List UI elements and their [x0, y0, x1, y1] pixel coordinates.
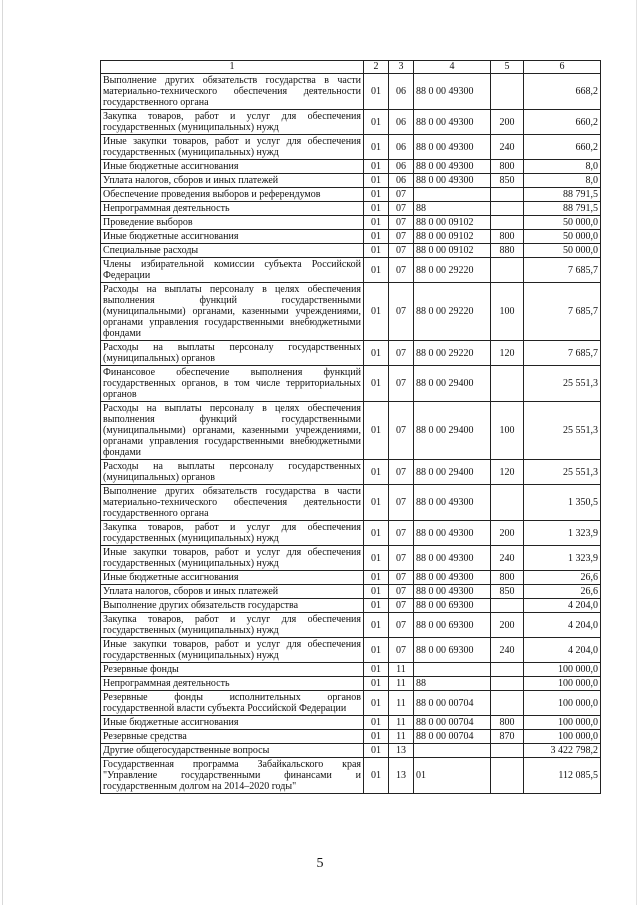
- row-amount: 100 000,0: [524, 716, 601, 730]
- row-name: Обеспечение проведения выборов и референдумов: [101, 188, 364, 202]
- row-target-code: 88 0 00 29220: [414, 283, 491, 341]
- row-section: 01: [364, 188, 389, 202]
- row-section: 01: [364, 599, 389, 613]
- row-name: Расходы на выплаты персоналу государственных (муниципальных) органов: [101, 460, 364, 485]
- row-expense-type: [491, 202, 524, 216]
- row-name: Иные бюджетные ассигнования: [101, 571, 364, 585]
- row-subsection: 07: [389, 521, 414, 546]
- row-amount: 660,2: [524, 110, 601, 135]
- row-target-code: [414, 744, 491, 758]
- row-section: 01: [364, 160, 389, 174]
- table-body: [101, 74, 601, 794]
- table-row: [101, 716, 601, 730]
- row-expense-type: 800: [491, 571, 524, 585]
- row-target-code: 88 0 00 29400: [414, 460, 491, 485]
- table-row: [101, 74, 601, 110]
- row-subsection: 07: [389, 585, 414, 599]
- row-target-code: 88 0 00 49300: [414, 110, 491, 135]
- row-name: Иные бюджетные ассигнования: [101, 716, 364, 730]
- row-amount: 1 350,5: [524, 485, 601, 521]
- row-amount: 88 791,5: [524, 188, 601, 202]
- row-expense-type: [491, 74, 524, 110]
- row-subsection: 07: [389, 216, 414, 230]
- table-row: [101, 135, 601, 160]
- row-target-code: 88 0 00 49300: [414, 135, 491, 160]
- row-target-code: [414, 663, 491, 677]
- row-amount: 100 000,0: [524, 691, 601, 716]
- row-subsection: 07: [389, 366, 414, 402]
- row-target-code: 01: [414, 758, 491, 794]
- row-expense-type: 800: [491, 230, 524, 244]
- table-row: [101, 283, 601, 341]
- table-row: [101, 546, 601, 571]
- row-subsection: 07: [389, 460, 414, 485]
- row-section: 01: [364, 485, 389, 521]
- row-expense-type: 200: [491, 521, 524, 546]
- row-expense-type: 870: [491, 730, 524, 744]
- row-subsection: 11: [389, 716, 414, 730]
- row-name: Расходы на выплаты персоналу в целях обеспечения выполнения функций государственными (муниципальными) органами, казенными учреждениями, органами управления государственными внебюджетными фондами: [101, 402, 364, 460]
- row-section: 01: [364, 691, 389, 716]
- row-expense-type: 800: [491, 716, 524, 730]
- table-row: [101, 521, 601, 546]
- row-expense-type: 100: [491, 402, 524, 460]
- row-subsection: 11: [389, 691, 414, 716]
- row-amount: 7 685,7: [524, 341, 601, 366]
- row-amount: 8,0: [524, 174, 601, 188]
- row-amount: 100 000,0: [524, 677, 601, 691]
- row-target-code: 88 0 00 69300: [414, 638, 491, 663]
- table-row: [101, 244, 601, 258]
- row-subsection: 07: [389, 202, 414, 216]
- table-row: [101, 188, 601, 202]
- row-amount: 7 685,7: [524, 258, 601, 283]
- row-expense-type: 240: [491, 135, 524, 160]
- table-row: [101, 638, 601, 663]
- row-target-code: 88 0 00 09102: [414, 244, 491, 258]
- header-col-1: 1: [101, 61, 364, 74]
- row-amount: 112 085,5: [524, 758, 601, 794]
- row-section: 01: [364, 521, 389, 546]
- header-col-4: 4: [414, 61, 491, 74]
- row-amount: 50 000,0: [524, 216, 601, 230]
- row-amount: 4 204,0: [524, 599, 601, 613]
- row-subsection: 11: [389, 677, 414, 691]
- scan-edge-right: [636, 0, 637, 905]
- row-target-code: 88 0 00 49300: [414, 74, 491, 110]
- row-subsection: 06: [389, 160, 414, 174]
- row-expense-type: [491, 599, 524, 613]
- row-name: Расходы на выплаты персоналу в целях обеспечения выполнения функций государственными (муниципальными) органами, казенными учреждениями, органами управления государственными внебюджетными фондами: [101, 283, 364, 341]
- table-row: [101, 585, 601, 599]
- table-row: [101, 341, 601, 366]
- row-name: Государственная программа Забайкальского края "Управление государственными финансами и государственным долгом на 2014–2020 годы": [101, 758, 364, 794]
- row-amount: 100 000,0: [524, 730, 601, 744]
- row-amount: 88 791,5: [524, 202, 601, 216]
- row-target-code: 88 0 00 49300: [414, 521, 491, 546]
- row-subsection: 07: [389, 188, 414, 202]
- row-amount: 100 000,0: [524, 663, 601, 677]
- row-amount: 1 323,9: [524, 521, 601, 546]
- table-header: [101, 61, 601, 74]
- row-subsection: 07: [389, 613, 414, 638]
- row-name: Специальные расходы: [101, 244, 364, 258]
- row-section: 01: [364, 730, 389, 744]
- row-expense-type: 240: [491, 546, 524, 571]
- table-row: [101, 485, 601, 521]
- row-subsection: 13: [389, 744, 414, 758]
- table-row: [101, 160, 601, 174]
- row-expense-type: [491, 188, 524, 202]
- row-amount: 3 422 798,2: [524, 744, 601, 758]
- row-section: 01: [364, 571, 389, 585]
- row-subsection: 07: [389, 571, 414, 585]
- row-target-code: 88 0 00 49300: [414, 174, 491, 188]
- table-row: [101, 402, 601, 460]
- row-name: Другие общегосударственные вопросы: [101, 744, 364, 758]
- row-target-code: 88: [414, 677, 491, 691]
- row-name: Резервные фонды: [101, 663, 364, 677]
- row-name: Расходы на выплаты персоналу государственных (муниципальных) органов: [101, 341, 364, 366]
- table-row: [101, 460, 601, 485]
- row-amount: 50 000,0: [524, 230, 601, 244]
- row-section: 01: [364, 202, 389, 216]
- row-target-code: 88 0 00 49300: [414, 546, 491, 571]
- page-number: 5: [316, 856, 324, 871]
- row-subsection: 06: [389, 135, 414, 160]
- row-section: 01: [364, 258, 389, 283]
- row-name: Выполнение других обязательств государства в части материально-технического обеспечения деятельности государственного органа: [101, 74, 364, 110]
- row-expense-type: 800: [491, 160, 524, 174]
- row-expense-type: 850: [491, 585, 524, 599]
- row-subsection: 07: [389, 402, 414, 460]
- row-subsection: 07: [389, 230, 414, 244]
- row-section: 01: [364, 460, 389, 485]
- row-expense-type: 850: [491, 174, 524, 188]
- row-target-code: 88 0 00 49300: [414, 585, 491, 599]
- row-expense-type: 200: [491, 110, 524, 135]
- table-row: [101, 202, 601, 216]
- row-name: Резервные средства: [101, 730, 364, 744]
- row-target-code: 88 0 00 00704: [414, 716, 491, 730]
- row-target-code: 88 0 00 49300: [414, 485, 491, 521]
- row-amount: 660,2: [524, 135, 601, 160]
- row-amount: 25 551,3: [524, 366, 601, 402]
- row-expense-type: [491, 758, 524, 794]
- row-section: 01: [364, 638, 389, 663]
- row-section: 01: [364, 110, 389, 135]
- row-section: 01: [364, 402, 389, 460]
- row-expense-type: [491, 258, 524, 283]
- row-amount: 4 204,0: [524, 613, 601, 638]
- header-col-5: 5: [491, 61, 524, 74]
- header-col-2: 2: [364, 61, 389, 74]
- row-section: 01: [364, 744, 389, 758]
- table-row: [101, 663, 601, 677]
- row-amount: 26,6: [524, 571, 601, 585]
- row-expense-type: 120: [491, 460, 524, 485]
- table-row: [101, 258, 601, 283]
- row-subsection: 11: [389, 730, 414, 744]
- table-row: [101, 730, 601, 744]
- row-target-code: 88 0 00 29400: [414, 366, 491, 402]
- row-section: 01: [364, 230, 389, 244]
- row-section: 01: [364, 341, 389, 366]
- row-subsection: 07: [389, 258, 414, 283]
- row-section: 01: [364, 135, 389, 160]
- row-target-code: 88 0 00 49300: [414, 160, 491, 174]
- row-subsection: 07: [389, 244, 414, 258]
- row-section: 01: [364, 716, 389, 730]
- row-subsection: 07: [389, 638, 414, 663]
- header-row: [101, 61, 601, 74]
- header-col-6: 6: [524, 61, 601, 74]
- row-name: Непрограммная деятельность: [101, 677, 364, 691]
- row-name: Проведение выборов: [101, 216, 364, 230]
- table-row: [101, 691, 601, 716]
- row-amount: 7 685,7: [524, 283, 601, 341]
- row-expense-type: 100: [491, 283, 524, 341]
- row-section: 01: [364, 613, 389, 638]
- row-target-code: 88: [414, 202, 491, 216]
- row-target-code: 88 0 00 69300: [414, 599, 491, 613]
- row-name: Члены избирательной комиссии субъекта Российской Федерации: [101, 258, 364, 283]
- row-name: Резервные фонды исполнительных органов государственной власти субъекта Российской Федерации: [101, 691, 364, 716]
- row-subsection: 07: [389, 485, 414, 521]
- row-name: Закупка товаров, работ и услуг для обеспечения государственных (муниципальных) нужд: [101, 521, 364, 546]
- row-section: 01: [364, 546, 389, 571]
- table-row: [101, 758, 601, 794]
- row-subsection: 06: [389, 174, 414, 188]
- row-section: 01: [364, 758, 389, 794]
- row-amount: 25 551,3: [524, 460, 601, 485]
- row-section: 01: [364, 663, 389, 677]
- row-name: Закупка товаров, работ и услуг для обеспечения государственных (муниципальных) нужд: [101, 613, 364, 638]
- row-amount: 8,0: [524, 160, 601, 174]
- row-subsection: 07: [389, 546, 414, 571]
- row-name: Уплата налогов, сборов и иных платежей: [101, 174, 364, 188]
- row-section: 01: [364, 174, 389, 188]
- row-expense-type: [491, 366, 524, 402]
- row-target-code: 88 0 00 69300: [414, 613, 491, 638]
- row-subsection: 07: [389, 341, 414, 366]
- row-name: Иные бюджетные ассигнования: [101, 230, 364, 244]
- row-expense-type: [491, 216, 524, 230]
- row-target-code: 88 0 00 29220: [414, 341, 491, 366]
- row-amount: 26,6: [524, 585, 601, 599]
- table-row: [101, 230, 601, 244]
- table-row: [101, 174, 601, 188]
- row-name: Выполнение других обязательств государства: [101, 599, 364, 613]
- row-amount: 668,2: [524, 74, 601, 110]
- budget-table: [100, 60, 601, 794]
- row-name: Непрограммная деятельность: [101, 202, 364, 216]
- row-name: Выполнение других обязательств государства в части материально-технического обеспечения деятельности государственного органа: [101, 485, 364, 521]
- row-subsection: 07: [389, 599, 414, 613]
- row-expense-type: [491, 663, 524, 677]
- row-amount: 4 204,0: [524, 638, 601, 663]
- row-section: 01: [364, 74, 389, 110]
- row-subsection: 06: [389, 74, 414, 110]
- row-name: Иные закупки товаров, работ и услуг для обеспечения государственных (муниципальных) нужд: [101, 638, 364, 663]
- row-name: Иные закупки товаров, работ и услуг для обеспечения государственных (муниципальных) нужд: [101, 135, 364, 160]
- row-section: 01: [364, 216, 389, 230]
- row-section: 01: [364, 585, 389, 599]
- row-name: Иные бюджетные ассигнования: [101, 160, 364, 174]
- table-row: [101, 216, 601, 230]
- row-subsection: 06: [389, 110, 414, 135]
- row-target-code: [414, 188, 491, 202]
- row-target-code: 88 0 00 09102: [414, 216, 491, 230]
- table-row: [101, 366, 601, 402]
- table-row: [101, 110, 601, 135]
- row-target-code: 88 0 00 29220: [414, 258, 491, 283]
- row-expense-type: 880: [491, 244, 524, 258]
- row-name: Закупка товаров, работ и услуг для обеспечения государственных (муниципальных) нужд: [101, 110, 364, 135]
- row-target-code: 88 0 00 49300: [414, 571, 491, 585]
- table-row: [101, 599, 601, 613]
- row-expense-type: 240: [491, 638, 524, 663]
- header-col-3: 3: [389, 61, 414, 74]
- row-expense-type: 200: [491, 613, 524, 638]
- row-name: Уплата налогов, сборов и иных платежей: [101, 585, 364, 599]
- row-subsection: 13: [389, 758, 414, 794]
- row-subsection: 11: [389, 663, 414, 677]
- table-row: [101, 613, 601, 638]
- table-row: [101, 744, 601, 758]
- row-amount: 50 000,0: [524, 244, 601, 258]
- table-row: [101, 677, 601, 691]
- scan-edge-left: [2, 0, 3, 905]
- row-section: 01: [364, 366, 389, 402]
- row-amount: 25 551,3: [524, 402, 601, 460]
- row-expense-type: [491, 691, 524, 716]
- row-expense-type: [491, 485, 524, 521]
- row-target-code: 88 0 00 00704: [414, 691, 491, 716]
- row-name: Финансовое обеспечение выполнения функций государственных органов, в том числе территориальных органов: [101, 366, 364, 402]
- row-section: 01: [364, 244, 389, 258]
- row-subsection: 07: [389, 283, 414, 341]
- row-section: 01: [364, 677, 389, 691]
- row-amount: 1 323,9: [524, 546, 601, 571]
- row-target-code: 88 0 00 00704: [414, 730, 491, 744]
- row-expense-type: [491, 677, 524, 691]
- row-target-code: 88 0 00 09102: [414, 230, 491, 244]
- row-section: 01: [364, 283, 389, 341]
- row-name: Иные закупки товаров, работ и услуг для обеспечения государственных (муниципальных) нужд: [101, 546, 364, 571]
- row-expense-type: 120: [491, 341, 524, 366]
- row-expense-type: [491, 744, 524, 758]
- row-target-code: 88 0 00 29400: [414, 402, 491, 460]
- table-row: [101, 571, 601, 585]
